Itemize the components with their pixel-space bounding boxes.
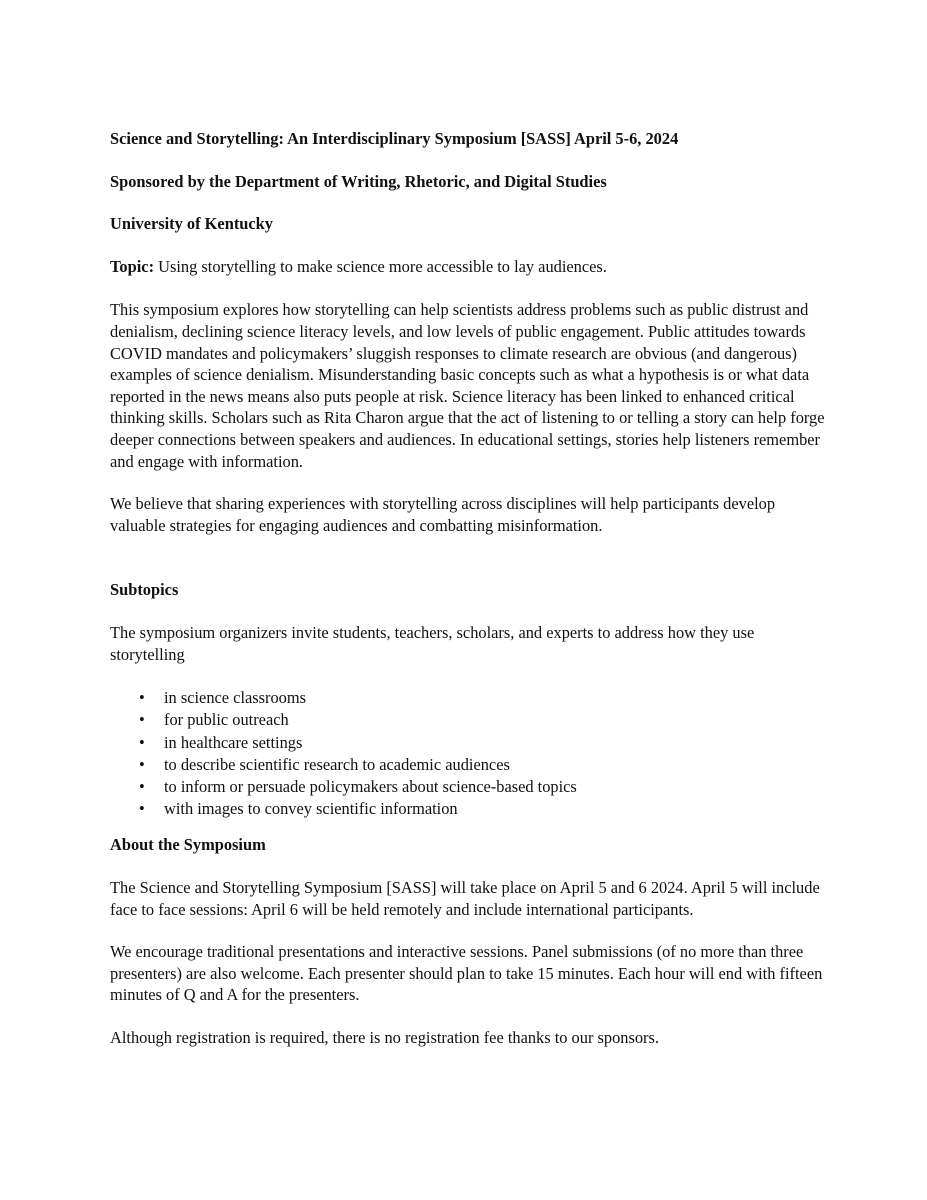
topic-text: Using storytelling to make science more accessible to lay audiences. (154, 256, 607, 276)
subtopics-invite: The symposium organizers invite students, teachers, scholars, and experts to address how they use storytelling (110, 622, 755, 664)
bullet-icon: • (139, 688, 145, 708)
list-item-text: for public outreach (164, 710, 289, 730)
about-paragraph-registration: Although registration is required, there is no registration fee thanks to our sponsors. (110, 1027, 659, 1047)
list-item (110, 798, 830, 820)
university-name: University of Kentucky (110, 214, 273, 234)
about-heading: About the Symposium (110, 835, 266, 855)
bullet-icon: • (139, 732, 145, 752)
list-item-text: in healthcare settings (164, 732, 303, 752)
list-item-text: to inform or persuade policymakers about science-based topics (164, 776, 577, 796)
topic-label: Topic: (110, 256, 155, 276)
sponsor-line: Sponsored by the Department of Writing, Rhetoric, and Digital Studies (110, 171, 607, 191)
bullet-icon: • (139, 776, 145, 796)
list-item (110, 732, 830, 754)
list-item (110, 709, 830, 731)
bullet-icon: • (139, 754, 145, 774)
about-paragraph-schedule: The Science and Storytelling Symposium [SASS] will take place on April 5 and 6 2024. April 5 will include face to face sessions: April 6 will be held remotely and include international participants. (110, 877, 820, 919)
intro-paragraph: This symposium explores how storytelling can help scientists address problems such as public distrust and denialism, declining science literacy levels, and low levels of public engagement. Public attitudes towards COVID mandates and policymakers’ sluggish responses to climate research are obvious (and dangerous) examples of science denialism. Misunderstanding basic concepts such as what a hypothesis is or what data reported in the news means also puts people at risk. Science literacy has been linked to enhanced critical thinking skills. Scholars such as Rita Charon argue that the act of listening to or telling a story can help forge deeper connections between speakers and audiences. In educational settings, stories help listeners remember and engage with information. (110, 300, 825, 471)
document-title: Science and Storytelling: An Interdisciplinary Symposium [SASS] April 5-6, 2024 (110, 129, 679, 148)
list-item (110, 687, 830, 709)
bullet-icon: • (139, 710, 145, 730)
list-item (110, 776, 830, 798)
subtopics-list (110, 687, 830, 820)
list-item-text: to describe scientific research to academic audiences (164, 754, 510, 774)
belief-paragraph: We believe that sharing experiences with storytelling across disciplines will help participants develop valuable strategies for engaging audiences and combatting misinformation. (110, 494, 776, 535)
list-item (110, 754, 830, 776)
document-page (110, 128, 830, 1048)
subtopics-heading: Subtopics (110, 580, 179, 600)
bullet-icon: • (139, 799, 145, 819)
topic-line (110, 256, 830, 278)
about-paragraph-sessions: We encourage traditional presentations and interactive sessions. Panel submissions (of no more than three presenters) are also welcome. Each presenter should plan to take 15 minutes. Each hour will end with fifteen minutes of Q and A for the presenters. (110, 942, 823, 1005)
list-item-text: in science classrooms (164, 688, 307, 708)
list-item-text: with images to convey scientific information (164, 799, 458, 819)
